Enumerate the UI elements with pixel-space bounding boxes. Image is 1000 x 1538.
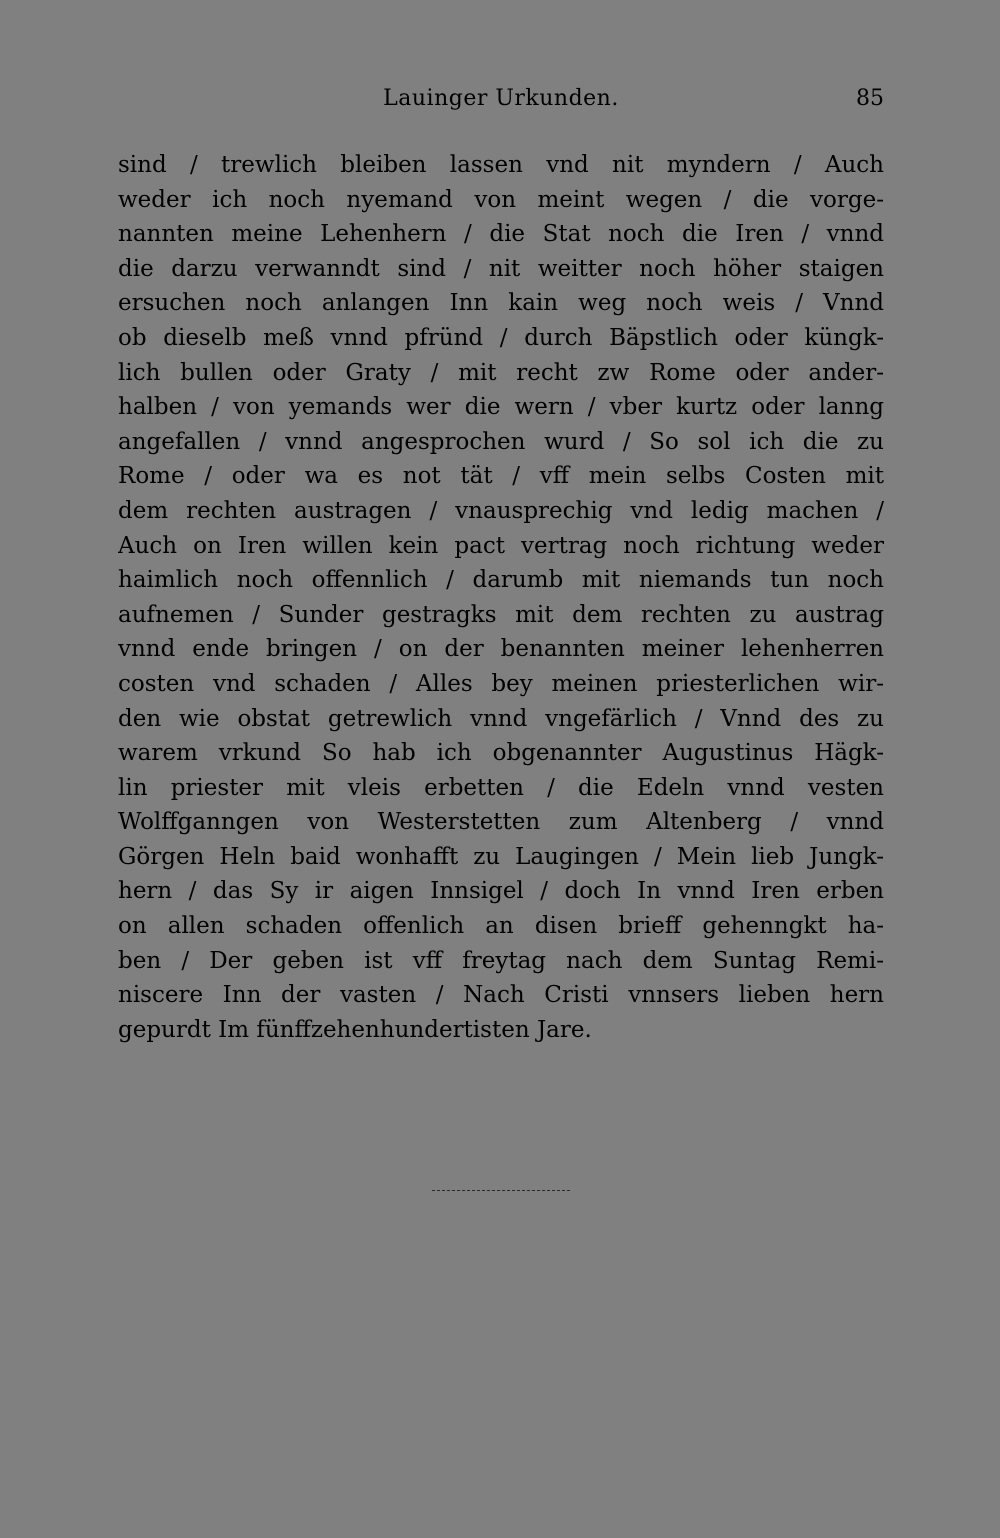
text-line: haimlich noch offennlich / darumb mit niemands tun noch [118, 567, 884, 594]
text-line: Wolffganngen von Westerstetten zum Altenberg / vnnd [118, 809, 884, 836]
end-rule [432, 1190, 570, 1191]
text-line: niscere Inn der vasten / Nach Cristi vnnsers lieben hern [118, 982, 884, 1009]
page-number: 85 [856, 86, 884, 111]
text-line: sind / trewlich bleiben lassen vnd nit myndern / Auch [118, 152, 884, 178]
text-line: lich bullen oder Graty / mit recht zw Rome oder ander- [118, 359, 884, 386]
text-line: aufnemen / Sunder gestragks mit dem rechten zu austrag [118, 601, 884, 628]
text-line: halben / von yemands wer die wern / vber kurtz oder lanng [118, 394, 884, 421]
text-line: den wie obstat getrewlich vnnd vngefärlich / Vnnd des zu [118, 705, 884, 732]
text-line: nannten meine Lehenhern / die Stat noch die Iren / vnnd [118, 221, 884, 248]
text-line: die darzu verwanndt sind / nit weitter noch höher staigen [118, 255, 884, 282]
text-line: ersuchen noch anlangen Inn kain weg noch weis / Vnnd [118, 290, 884, 317]
text-line: costen vnd schaden / Alles bey meinen priesterlichen wir- [118, 670, 884, 697]
body-text [118, 148, 884, 1047]
text-line: ben / Der geben ist vff freytag nach dem Suntag Remi- [118, 947, 884, 974]
text-line: on allen schaden offenlich an disen brieff gehenngkt ha- [118, 913, 884, 940]
text-line: lin priester mit vleis erbetten / die Edeln vnnd vesten [118, 774, 884, 801]
text-line: Görgen Heln baid wonhafft zu Laugingen / Mein lieb Jungk- [118, 843, 884, 870]
text-line: Rome / oder wa es not tät / vff mein selbs Costen mit [118, 463, 884, 490]
running-title: Lauinger Urkunden. [383, 86, 619, 111]
text-line: weder ich noch nyemand von meint wegen / die vorge- [118, 186, 884, 213]
text-line: gepurdt Im fünffzehenhundertisten Jare. [118, 1016, 592, 1043]
text-line: ob dieselb meß vnnd pfründ / durch Bäpstlich oder küngk- [118, 324, 884, 351]
text-line: hern / das Sy ir aigen Innsigel / doch In vnnd Iren erben [118, 878, 884, 905]
text-line: warem vrkund So hab ich obgenannter Augustinus Hägk- [118, 740, 884, 767]
text-line: vnnd ende bringen / on der benannten meiner lehenherren [118, 636, 884, 663]
text-line: dem rechten austragen / vnausprechig vnd ledig machen / [118, 497, 884, 524]
running-head [118, 86, 884, 120]
text-line: Auch on Iren willen kein pact vertrag noch richtung weder [118, 532, 884, 559]
text-line: angefallen / vnnd angesprochen wurd / So sol ich die zu [118, 428, 884, 455]
